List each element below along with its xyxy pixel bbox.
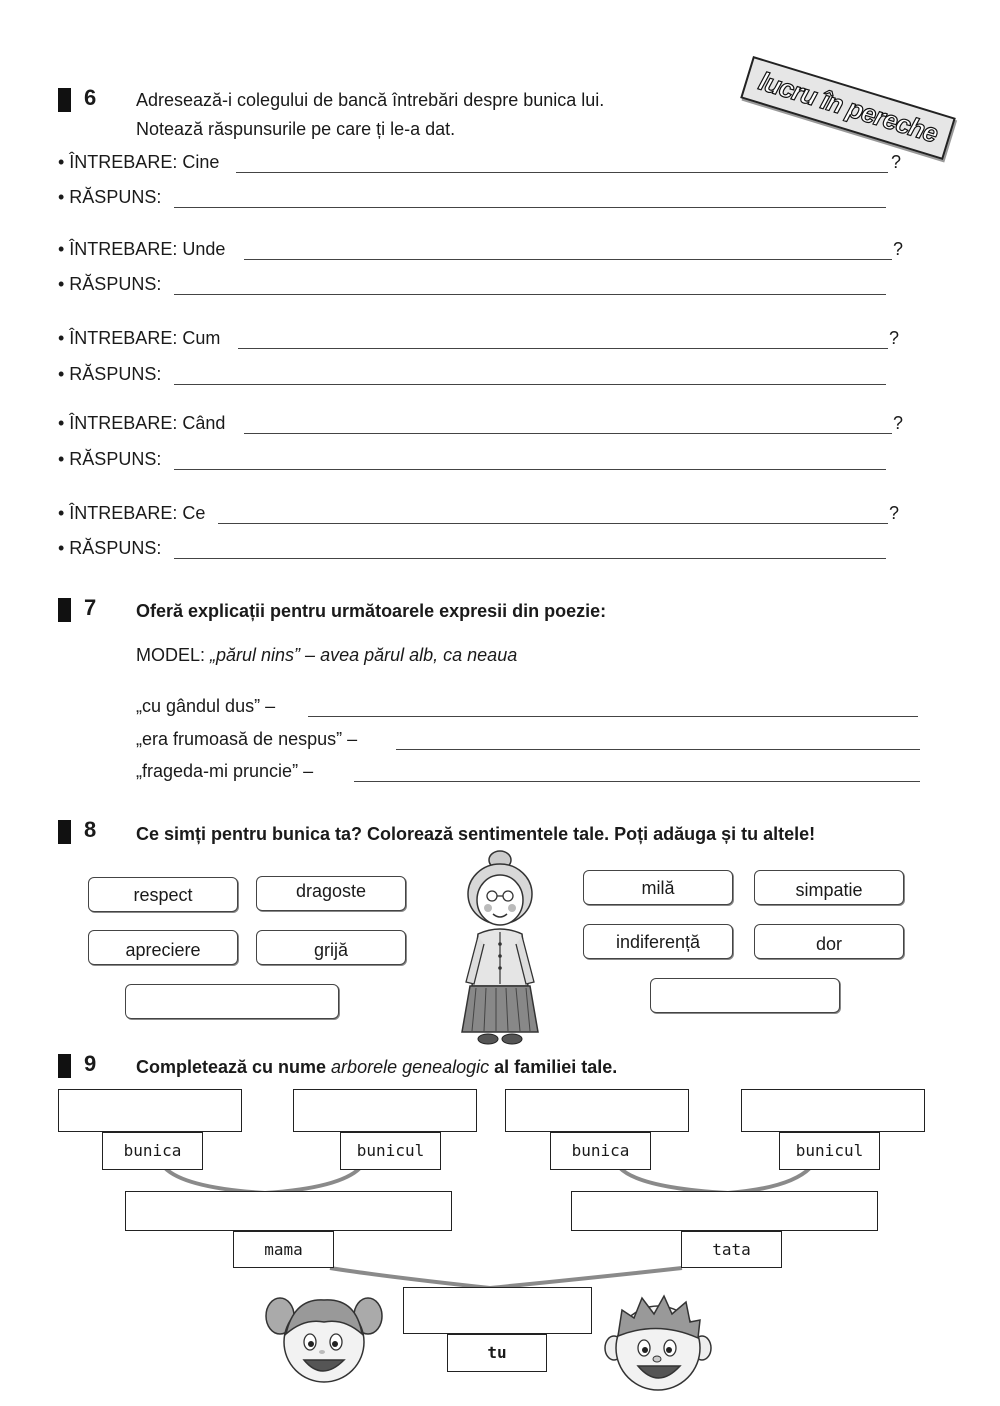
exercise-9-instruction-italic: arborele genealogic (331, 1057, 490, 1077)
tree-box-mother[interactable] (125, 1191, 452, 1231)
model-expression: „părul nins” – avea părul alb, ca neaua (210, 645, 518, 665)
model-label: MODEL: (136, 645, 211, 665)
exercise-9-instruction-prefix: Completează cu nume (136, 1057, 332, 1077)
tree-label-grandmother-father-side: bunica (550, 1132, 651, 1170)
tree-box-father[interactable] (571, 1191, 878, 1231)
tree-box-child[interactable] (403, 1287, 592, 1334)
feeling-dragoste[interactable]: dragoste (256, 876, 406, 911)
question-mark-cum: ? (889, 328, 900, 348)
exercise-9-number: 9 (84, 1051, 97, 1076)
pair-work-badge: lucru în pereche (740, 56, 956, 160)
exercise-7-number: 7 (84, 595, 97, 620)
question-mark-unde: ? (893, 239, 904, 259)
feeling-apreciere[interactable]: apreciere (88, 930, 238, 965)
answer-label-ce: • RĂSPUNS: (58, 538, 162, 558)
expression-label-3: „frageda-mi pruncie” – (136, 761, 314, 781)
feeling-indiferenta[interactable]: indiferență (583, 924, 733, 959)
question-mark-ce: ? (889, 503, 900, 523)
tree-label-grandfather-mother-side: bunicul (340, 1132, 441, 1170)
tree-box-grandmother-father-side[interactable] (505, 1089, 689, 1132)
exercise-6-instruction-line2: Notează răspunsurile pe care ți le-a dat. (136, 119, 456, 139)
exercise-9-instruction-suffix: al familiei tale. (489, 1057, 618, 1077)
feeling-dor[interactable]: dor (754, 924, 904, 959)
exercise-8-instruction: Ce simți pentru bunica ta? Colorează sentimentele tale. Poți adăuga și tu altele! (136, 824, 816, 844)
feeling-grija[interactable]: grijă (256, 930, 406, 965)
feeling-mila[interactable]: milă (583, 870, 733, 905)
feeling-respect[interactable]: respect (88, 877, 238, 912)
tree-box-grandfather-mother-side[interactable] (293, 1089, 477, 1132)
boy-illustration (602, 1292, 714, 1400)
tree-box-grandmother-mother-side[interactable] (58, 1089, 242, 1132)
tree-label-grandfather-father-side: bunicul (779, 1132, 880, 1170)
exercise-6-instruction-line1: Adresează-i colegului de bancă întrebări despre bunica lui. (136, 90, 605, 110)
answer-label-cum: • RĂSPUNS: (58, 364, 162, 384)
answer-label-cand: • RĂSPUNS: (58, 449, 162, 469)
question-label-unde: • ÎNTREBARE: Unde (58, 239, 226, 259)
girl-illustration (264, 1278, 384, 1396)
tree-label-father: tata (681, 1231, 782, 1268)
feeling-simpatie[interactable]: simpatie (754, 870, 904, 905)
tree-label-mother: mama (233, 1231, 334, 1268)
tree-box-grandfather-father-side[interactable] (741, 1089, 925, 1132)
question-mark-cand: ? (893, 413, 904, 433)
exercise-7-instruction: Oferă explicații pentru următoarele expresii din poezie: (136, 601, 607, 621)
expression-label-2: „era frumoasă de nespus” – (136, 729, 358, 749)
question-label-ce: • ÎNTREBARE: Ce (58, 503, 206, 523)
tree-label-child: tu (447, 1334, 547, 1372)
question-label-cum: • ÎNTREBARE: Cum (58, 328, 221, 348)
answer-label-cine: • RĂSPUNS: (58, 187, 162, 207)
exercise-8-number: 8 (84, 817, 97, 842)
question-label-cand: • ÎNTREBARE: Când (58, 413, 226, 433)
exercise-6-number: 6 (84, 85, 97, 110)
answer-label-unde: • RĂSPUNS: (58, 274, 162, 294)
question-label-cine: • ÎNTREBARE: Cine (58, 152, 220, 172)
expression-label-1: „cu gândul dus” – (136, 696, 276, 716)
question-mark-cine: ? (891, 152, 902, 172)
tree-label-grandmother-mother-side: bunica (102, 1132, 203, 1170)
